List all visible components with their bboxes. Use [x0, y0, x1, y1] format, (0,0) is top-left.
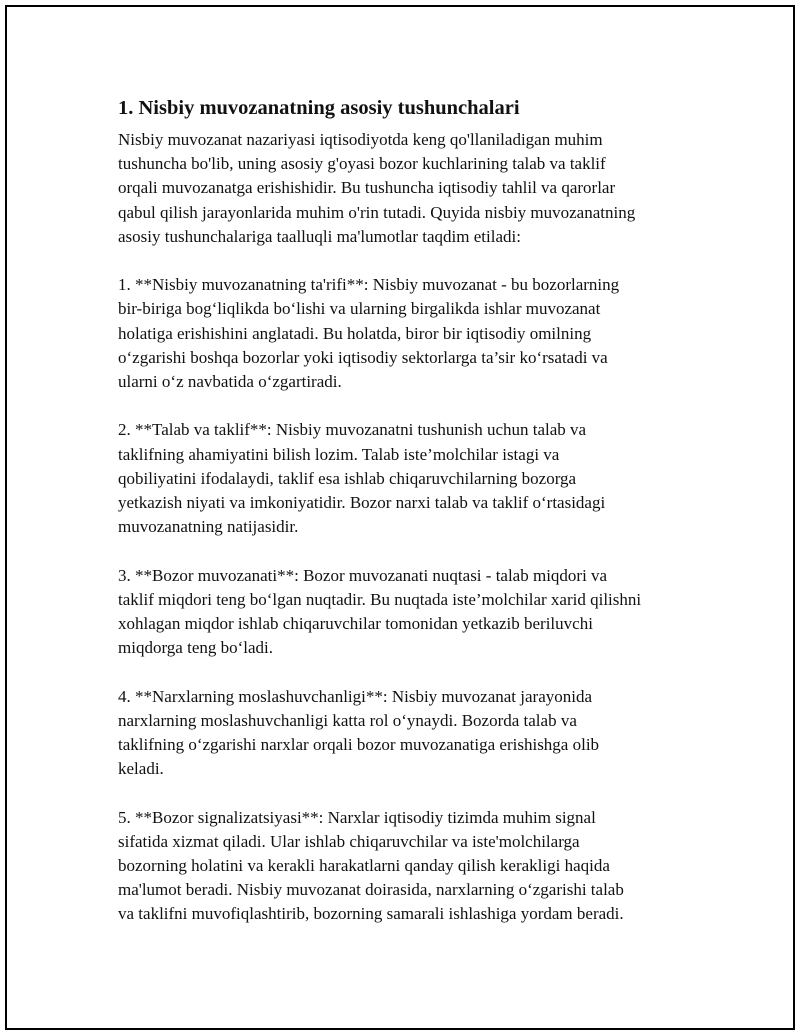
- list-item: 1. **Nisbiy muvozanatning ta'rifi**: Nisbiy muvozanat - bu bozorlarning bir-biriga bog‘liqlikda bo‘lishi va ularning birgalikda ishlar muvozanat holatiga erishishini anglatadi. Bu holatda, biror bir iqtisodiy omilning o‘zgarishi boshqa bozorlar yoki iqtisodiy sektorlarga ta’sir ko‘rsatadi va ularni o‘z navbatida o‘zgartiradi.: [118, 275, 620, 392]
- list-item: 2. **Talab va taklif**: Nisbiy muvozanatni tushunish uchun talab va taklifning ahamiyatini bilish lozim. Talab iste’molchilar istagi va qobiliyatini ifodalaydi, taklif esa ishlab chiqaruvchilarning bozorga yetkazish niyati va imkoniyatidir. Bozor narxi talab va taklif o‘rtasidagi muvozanatning natijasidir.: [118, 420, 606, 537]
- list-item: 3. **Bozor muvozanati**: Bozor muvozanati nuqtasi - talab miqdori va taklif miqdori teng bo‘lgan nuqtadir. Bu nuqtada iste’molchilar xarid qilishni xohlagan miqdor ishlab chiqaruvchilar tomonidan yetkazib beriluvchi miqdorga teng bo‘ladi.: [118, 565, 642, 658]
- intro-paragraph: Nisbiy muvozanat nazariyasi iqtisodiyotda keng qo'llaniladigan muhim tushuncha bo'lib, uning asosiy g'oyasi bozor kuchlarining talab va taklif orqali muvozanatga erishishidir. Bu tushuncha iqtisodiy tahlil va qarorlar qabul qilish jarayonlarida muhim o'rin tutadi. Quyida nisbiy muvozanatning asosiy tushunchalariga taalluqli ma'lumotlar taqdim etiladi:: [118, 130, 636, 246]
- document-body: [118, 94, 698, 927]
- list-item: 4. **Narxlarning moslashuvchanligi**: Nisbiy muvozanat jarayonida narxlarning moslashuvchanligi katta rol o‘ynaydi. Bozorda talab va taklifning o‘zgarishi narxlar orqali bozor muvozanatiga erishishga olib keladi.: [118, 686, 600, 779]
- list-item: 5. **Bozor signalizatsiyasi**: Narxlar iqtisodiy tizimda muhim signal sifatida xizmat qiladi. Ular ishlab chiqaruvchilar va iste'molchilarga bozorning holatini va kerakli harakatlarni qanday qilish kerakligi haqida ma'lumot beradi. Nisbiy muvozanat doirasida, narxlarning o‘zgarishi talab va taklifni muvofiqlashtirib, bozorning samarali ishlashiga yordam beradi.: [118, 807, 624, 924]
- document-title: 1. Nisbiy muvozanatning asosiy tushunchalari: [118, 97, 520, 119]
